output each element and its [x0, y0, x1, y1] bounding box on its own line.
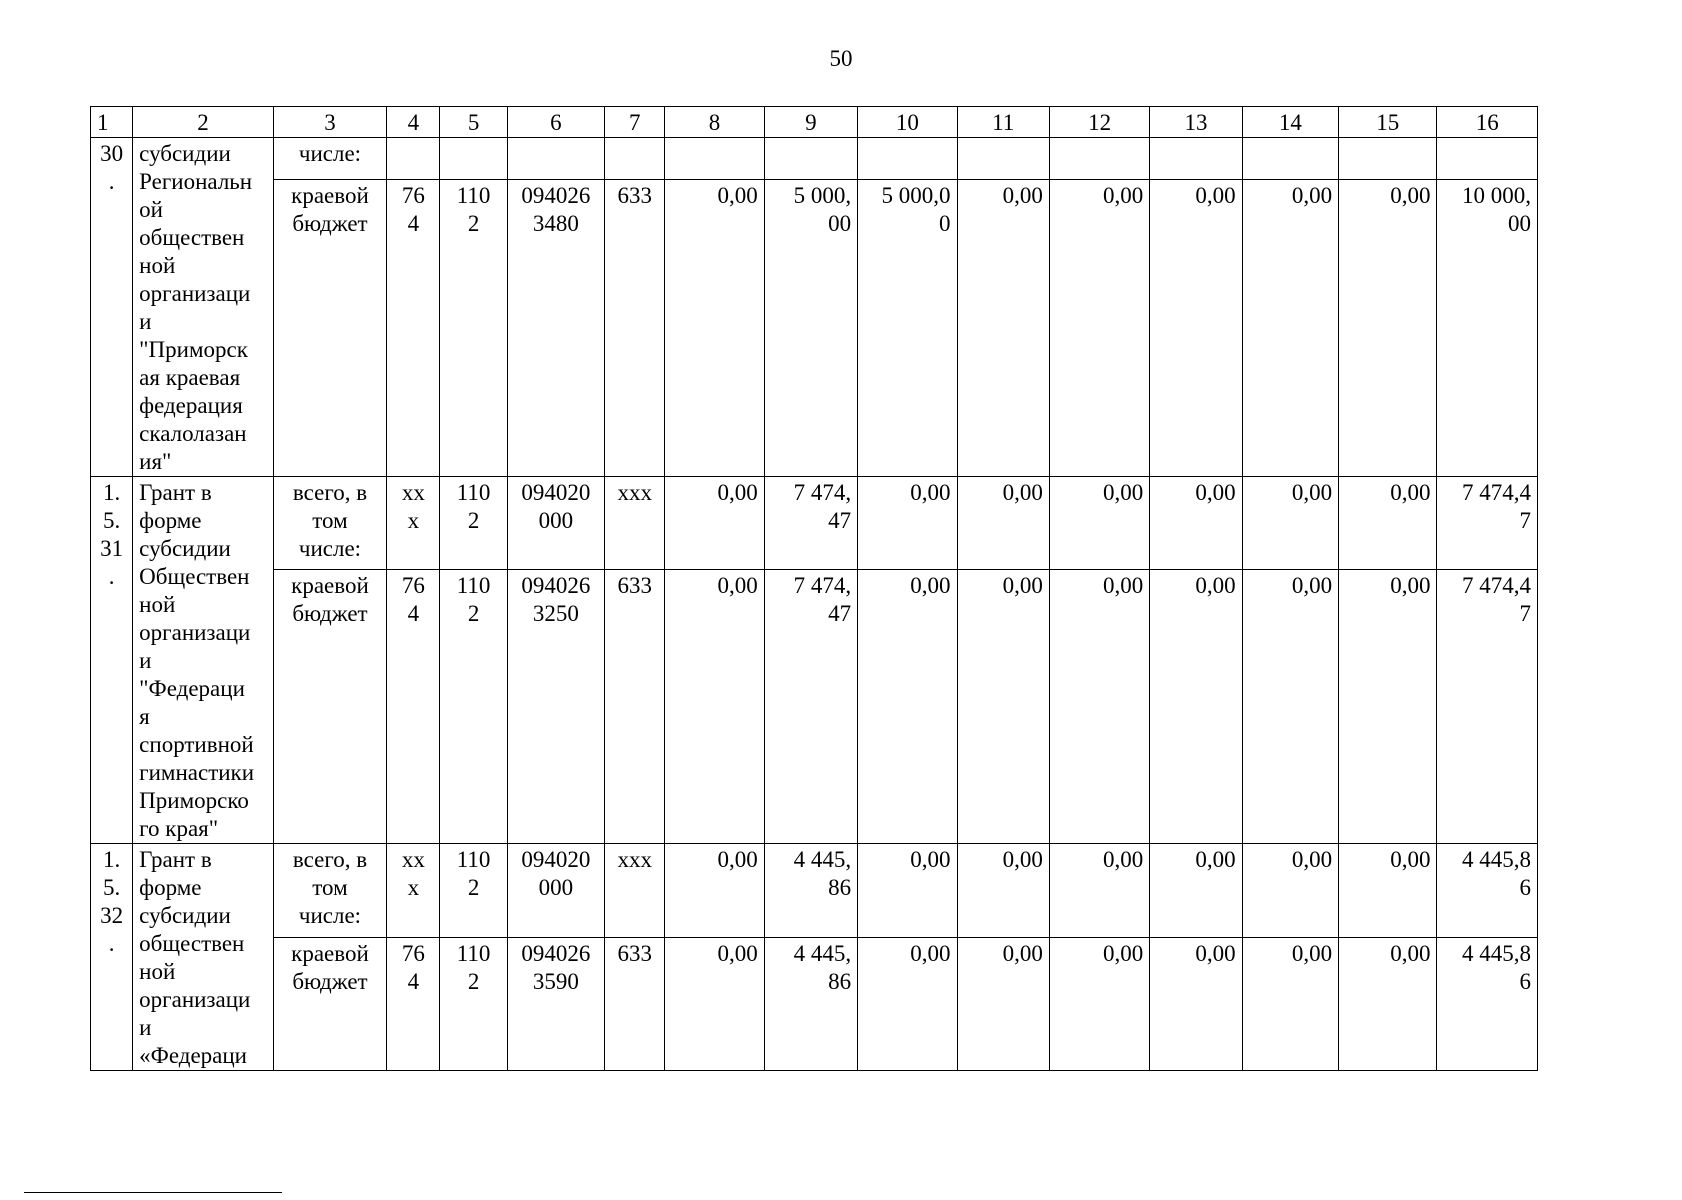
cell-col-4: хх х [387, 844, 440, 938]
cell-col-9: 4 445, 86 [764, 937, 857, 1070]
cell-col-8: 0,00 [665, 477, 764, 570]
cell-col-8: 0,00 [665, 937, 764, 1070]
footnote-separator [24, 1192, 282, 1193]
cell-col-16 [1437, 138, 1538, 180]
column-header-7: 7 [605, 107, 665, 138]
cell-col-8: 0,00 [665, 844, 764, 938]
cell-col-3: всего, в том числе: [273, 844, 386, 938]
cell-col-7: 633 [605, 937, 665, 1070]
cell-col-13: 0,00 [1150, 569, 1242, 843]
cell-col-11: 0,00 [957, 937, 1049, 1070]
column-header-1: 1 [91, 107, 133, 138]
cell-col-4 [387, 138, 440, 180]
cell-col-6 [507, 138, 604, 180]
cell-col-12: 0,00 [1049, 844, 1149, 938]
cell-col-16: 4 445,8 6 [1437, 844, 1538, 938]
cell-col-3: краевой бюджет [273, 179, 386, 476]
cell-col-6: 094026 3250 [507, 569, 604, 843]
cell-col-10: 0,00 [858, 569, 957, 843]
column-header-4: 4 [387, 107, 440, 138]
cell-col-5: 110 2 [440, 569, 507, 843]
column-header-11: 11 [957, 107, 1049, 138]
column-header-15: 15 [1339, 107, 1437, 138]
row-description: Грант в форме субсидии Обществен ной организаци и "Федераци я спортивной гимнастики Приморско го края" [133, 477, 274, 844]
cell-col-11: 0,00 [957, 844, 1049, 938]
cell-col-15: 0,00 [1339, 477, 1437, 570]
cell-col-15: 0,00 [1339, 937, 1437, 1070]
column-header-14: 14 [1242, 107, 1338, 138]
cell-col-9: 7 474, 47 [764, 477, 857, 570]
cell-col-12: 0,00 [1049, 179, 1149, 476]
cell-col-12: 0,00 [1049, 569, 1149, 843]
column-header-13: 13 [1150, 107, 1242, 138]
row-number: 30 . [91, 138, 133, 477]
cell-col-9 [764, 138, 857, 180]
cell-col-12 [1049, 138, 1149, 180]
cell-col-12: 0,00 [1049, 937, 1149, 1070]
cell-col-9: 5 000, 00 [764, 179, 857, 476]
column-header-9: 9 [764, 107, 857, 138]
column-header-2: 2 [133, 107, 274, 138]
cell-col-4: 76 4 [387, 179, 440, 476]
cell-col-8: 0,00 [665, 179, 764, 476]
column-header-6: 6 [507, 107, 604, 138]
column-header-8: 8 [665, 107, 764, 138]
cell-col-5: 110 2 [440, 179, 507, 476]
table-body [91, 107, 1538, 1071]
cell-col-10: 5 000,0 0 [858, 179, 957, 476]
cell-col-8: 0,00 [665, 569, 764, 843]
table-row [91, 569, 1538, 843]
column-header-10: 10 [858, 107, 957, 138]
table-row [91, 179, 1538, 476]
cell-col-11: 0,00 [957, 569, 1049, 843]
cell-col-5: 110 2 [440, 844, 507, 938]
row-description: субсидии Региональн ой обществен ной организаци и "Приморск ая краевая федерация скалолазан ия" [133, 138, 274, 477]
cell-col-3: краевой бюджет [273, 937, 386, 1070]
cell-col-16: 7 474,4 7 [1437, 477, 1538, 570]
cell-col-5: 110 2 [440, 937, 507, 1070]
cell-col-10: 0,00 [858, 844, 957, 938]
cell-col-10: 0,00 [858, 937, 957, 1070]
cell-col-15: 0,00 [1339, 569, 1437, 843]
cell-col-8 [665, 138, 764, 180]
column-header-3: 3 [273, 107, 386, 138]
cell-col-14: 0,00 [1242, 179, 1338, 476]
row-description: Грант в форме субсидии обществен ной организаци и «Федераци [133, 844, 274, 1071]
cell-col-3: числе: [273, 138, 386, 180]
cell-col-16: 10 000, 00 [1437, 179, 1538, 476]
row-number: 1. 5. 31 . [91, 477, 133, 844]
cell-col-11: 0,00 [957, 179, 1049, 476]
column-header-12: 12 [1049, 107, 1149, 138]
cell-col-6: 094020 000 [507, 477, 604, 570]
cell-col-6: 094026 3480 [507, 179, 604, 476]
page-number: 50 [829, 46, 853, 71]
cell-col-14: 0,00 [1242, 844, 1338, 938]
budget-table [90, 106, 1538, 1071]
cell-col-7: ххх [605, 844, 665, 938]
cell-col-10 [858, 138, 957, 180]
row-number: 1. 5. 32 . [91, 844, 133, 1071]
cell-col-14: 0,00 [1242, 937, 1338, 1070]
table-row [91, 138, 1538, 180]
cell-col-7 [605, 138, 665, 180]
table-row [91, 937, 1538, 1070]
cell-col-11 [957, 138, 1049, 180]
cell-col-4: хх х [387, 477, 440, 570]
column-header-16: 16 [1437, 107, 1538, 138]
cell-col-7: 633 [605, 179, 665, 476]
cell-col-14: 0,00 [1242, 569, 1338, 843]
cell-col-4: 76 4 [387, 569, 440, 843]
cell-col-11: 0,00 [957, 477, 1049, 570]
column-header-5: 5 [440, 107, 507, 138]
cell-col-5 [440, 138, 507, 180]
cell-col-16: 7 474,4 7 [1437, 569, 1538, 843]
cell-col-5: 110 2 [440, 477, 507, 570]
cell-col-13: 0,00 [1150, 937, 1242, 1070]
cell-col-13: 0,00 [1150, 844, 1242, 938]
cell-col-7: 633 [605, 569, 665, 843]
cell-col-15 [1339, 138, 1437, 180]
cell-col-13: 0,00 [1150, 477, 1242, 570]
table-row [91, 844, 1538, 938]
cell-col-6: 094020 000 [507, 844, 604, 938]
cell-col-4: 76 4 [387, 937, 440, 1070]
cell-col-10: 0,00 [858, 477, 957, 570]
cell-col-15: 0,00 [1339, 179, 1437, 476]
cell-col-3: краевой бюджет [273, 569, 386, 843]
table-row [91, 477, 1538, 570]
cell-col-6: 094026 3590 [507, 937, 604, 1070]
cell-col-12: 0,00 [1049, 477, 1149, 570]
cell-col-9: 4 445, 86 [764, 844, 857, 938]
cell-col-13 [1150, 138, 1242, 180]
cell-col-15: 0,00 [1339, 844, 1437, 938]
cell-col-14: 0,00 [1242, 477, 1338, 570]
header-row [91, 107, 1538, 138]
cell-col-7: ххх [605, 477, 665, 570]
cell-col-9: 7 474, 47 [764, 569, 857, 843]
cell-col-14 [1242, 138, 1338, 180]
cell-col-3: всего, в том числе: [273, 477, 386, 570]
cell-col-13: 0,00 [1150, 179, 1242, 476]
cell-col-16: 4 445,8 6 [1437, 937, 1538, 1070]
